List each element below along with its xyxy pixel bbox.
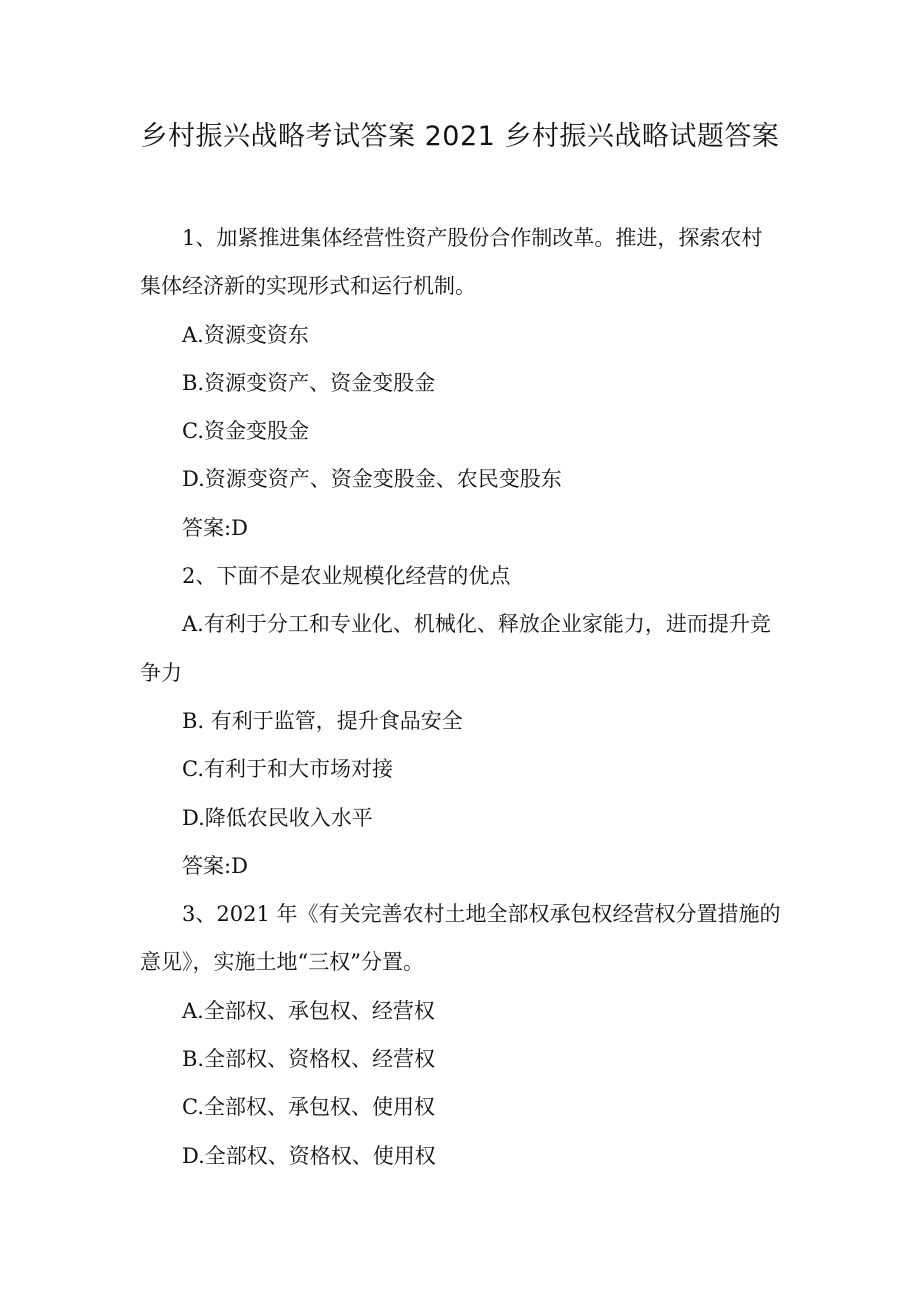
text-line: 意见》，实施土地“三权”分置。 <box>140 950 424 975</box>
text-line: B. 有利于监管，提升食品安全 <box>182 708 463 733</box>
text-line: D.全部权、资格权、使用权 <box>182 1143 436 1168</box>
text-line: C.资金变股金 <box>182 419 309 444</box>
text-line: 3、2021 年《有关完善农村土地全部权承包权经营权分置措施的 <box>182 902 781 927</box>
text-line: 答案:D <box>182 515 248 540</box>
text-line: B.资源变资产、资金变股金 <box>182 370 436 395</box>
text-line: C.全部权、承包权、使用权 <box>182 1095 435 1120</box>
text-line: B.全部权、资格权、经营权 <box>182 1047 436 1072</box>
text-line: C.有利于和大市场对接 <box>182 757 393 782</box>
text-line: A.有利于分工和专业化、机械化、释放企业家能力，进而提升竞 <box>182 612 771 637</box>
text-line: 争力 <box>140 660 182 685</box>
document-title: 乡村振兴战略考试答案 2021 乡村振兴战略试题答案 <box>140 121 780 152</box>
text-line: D.降低农民收入水平 <box>182 805 373 830</box>
text-line: A.全部权、承包权、经营权 <box>182 998 435 1023</box>
text-line: 2、下面不是农业规模化经营的优点 <box>182 564 511 589</box>
text-line: D.资源变资产、资金变股金、农民变股东 <box>182 467 562 492</box>
document-body <box>140 214 782 1180</box>
text-line: 集体经济新的实现形式和运行机制。 <box>140 274 476 299</box>
text-line: 1、加紧推进集体经营性资产股份合作制改革。推进，探索农村 <box>182 226 763 250</box>
text-line: 答案:D <box>182 853 248 878</box>
text-line: A.资源变资东 <box>182 322 309 347</box>
